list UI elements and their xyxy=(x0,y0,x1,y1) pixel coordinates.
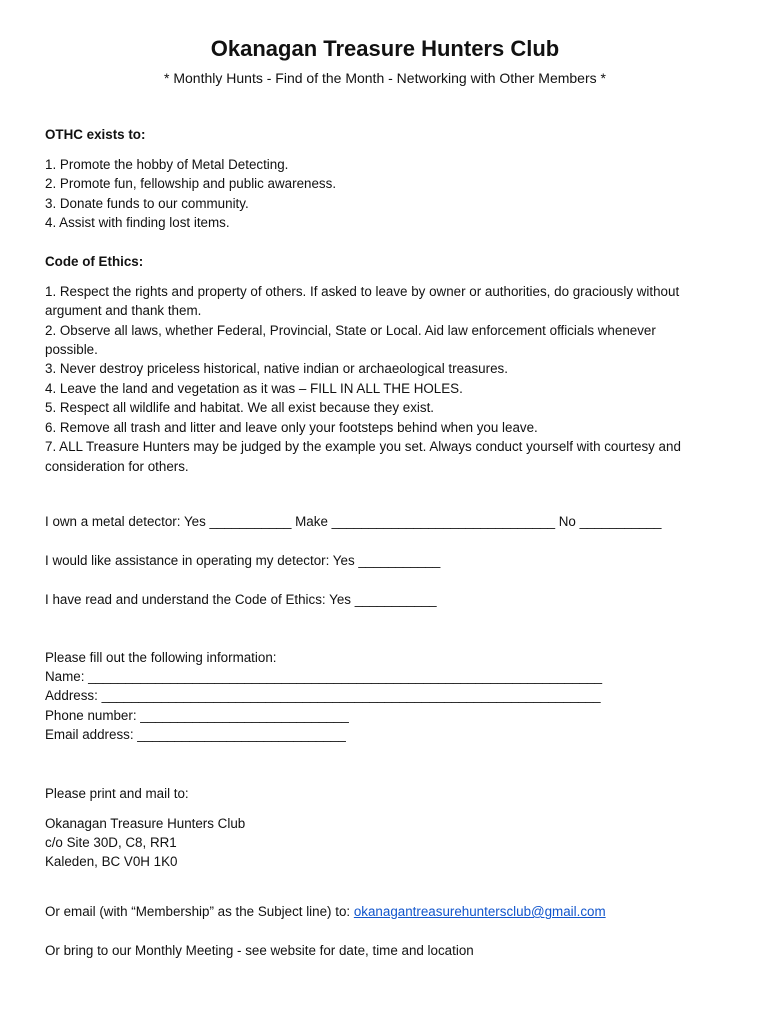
phone-field[interactable]: Phone number: ____________________________ xyxy=(45,708,349,723)
ethics-line: 7. ALL Treasure Hunters may be judged by the example you set. Always conduct yourself with courtesy and xyxy=(45,439,681,454)
address-field[interactable]: Address: ___________________________________________________________________ xyxy=(45,688,601,703)
ethics-line: possible. xyxy=(45,342,98,357)
detector-question[interactable]: I own a metal detector: Yes ___________ Make ______________________________ No ___________ xyxy=(45,514,662,529)
purpose-item: 4. Assist with finding lost items. xyxy=(45,215,230,230)
email-instruction xyxy=(45,902,606,922)
ethics-line: consideration for others. xyxy=(45,459,189,474)
meeting-note: Or bring to our Monthly Meeting - see website for date, time and location xyxy=(45,943,474,958)
mail-intro: Please print and mail to: xyxy=(45,786,189,801)
purpose-item: 1. Promote the hobby of Metal Detecting. xyxy=(45,157,289,172)
purpose-item: 2. Promote fun, fellowship and public awareness. xyxy=(45,176,337,191)
email-field[interactable]: Email address: ____________________________ xyxy=(45,727,346,742)
purpose-heading: OTHC exists to: xyxy=(45,127,146,142)
mailing-address-line: Kaleden, BC V0H 1K0 xyxy=(45,854,178,869)
ethics-line: 4. Leave the land and vegetation as it was – FILL IN ALL THE HOLES. xyxy=(45,381,463,396)
ethics-heading: Code of Ethics: xyxy=(45,254,144,269)
ethics-line: 5. Respect all wildlife and habitat. We all exist because they exist. xyxy=(45,400,435,415)
email-instruction-text: Or email (with “Membership” as the Subject line) to: xyxy=(45,904,354,919)
ethics-line: 1. Respect the rights and property of others. If asked to leave by owner or authorities, do graciously without xyxy=(45,284,680,299)
ethics-line: 6. Remove all trash and litter and leave only your footsteps behind when you leave. xyxy=(45,420,538,435)
page-title: Okanagan Treasure Hunters Club xyxy=(210,36,560,61)
mailing-address-line: Okanagan Treasure Hunters Club xyxy=(45,816,246,831)
ethics-line: 3. Never destroy priceless historical, native indian or archaeological treasures. xyxy=(45,361,508,376)
ethics-line: argument and thank them. xyxy=(45,303,202,318)
assistance-question[interactable]: I would like assistance in operating my detector: Yes ___________ xyxy=(45,553,441,568)
page-subtitle: * Monthly Hunts - Find of the Month - Networking with Other Members * xyxy=(164,70,606,86)
name-field[interactable]: Name: _____________________________________________________________________ xyxy=(45,669,603,684)
ethics-line: 2. Observe all laws, whether Federal, Provincial, State or Local. Aid law enforcement officials whenever xyxy=(45,323,656,338)
purpose-item: 3. Donate funds to our community. xyxy=(45,196,249,211)
mailing-address-line: c/o Site 30D, C8, RR1 xyxy=(45,835,177,850)
email-link[interactable]: okanagantreasurehuntersclub@gmail.com xyxy=(353,904,606,919)
info-intro: Please fill out the following information: xyxy=(45,650,277,665)
read-ethics-question[interactable]: I have read and understand the Code of Ethics: Yes ___________ xyxy=(45,592,437,607)
